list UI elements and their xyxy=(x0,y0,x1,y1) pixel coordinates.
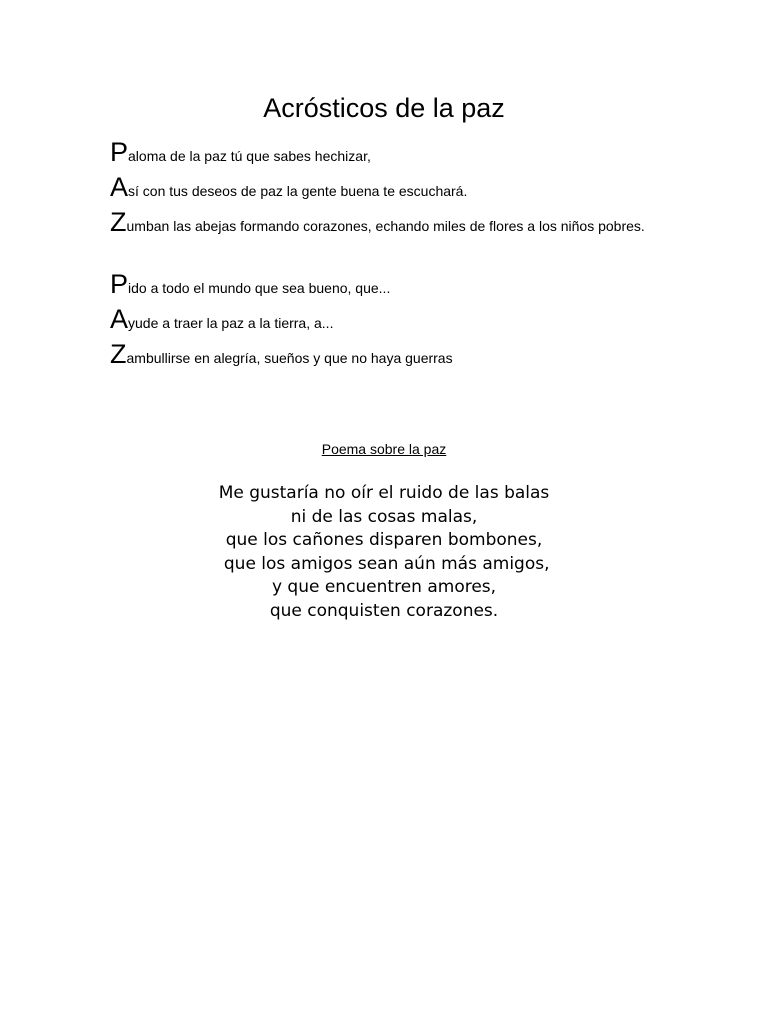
poem-line: que los amigos sean aún más amigos, xyxy=(218,553,550,574)
acrostic-text: ido a todo el mundo que sea bueno, que... xyxy=(128,280,391,296)
acrostic-line-z xyxy=(110,339,670,369)
acrostic-line-a xyxy=(110,172,670,202)
poem-title: Poema sobre la paz xyxy=(321,441,447,457)
acrostic-paz-2 xyxy=(110,269,670,379)
acrostic-text: sí con tus deseos de paz la gente buena te escuchará. xyxy=(128,183,468,199)
poem-line: Me gustaría no oír el ruido de las balas xyxy=(218,483,550,503)
acrostic-line-p xyxy=(110,269,670,299)
poem-line: que conquisten corazones. xyxy=(269,600,499,621)
acrostic-initial: P xyxy=(110,137,129,167)
acrostic-initial: Z xyxy=(110,339,127,369)
acrostic-initial: A xyxy=(110,172,129,202)
acrostic-initial: P xyxy=(110,269,129,299)
poem-body xyxy=(0,482,768,624)
acrostic-text: aloma de la paz tú que sabes hechizar, xyxy=(128,148,371,164)
acrostic-line-a xyxy=(110,304,670,334)
acrostic-initial: Z xyxy=(110,207,127,237)
poem-line: que los cañones disparen bombones, xyxy=(225,530,543,551)
poem-line: y que encuentren amores, xyxy=(271,577,497,598)
acrostic-line-z xyxy=(110,207,670,237)
acrostic-text: yude a traer la paz a la tierra, a... xyxy=(128,315,334,331)
page-title: Acrósticos de la paz xyxy=(263,93,505,123)
acrostic-initial: A xyxy=(110,304,129,334)
poem-line: ni de las cosas malas, xyxy=(290,506,478,527)
acrostic-paz-1 xyxy=(110,137,670,247)
acrostic-line-p xyxy=(110,137,670,167)
acrostic-text: umban las abejas formando corazones, echando miles de flores a los niños pobres. xyxy=(126,218,645,234)
acrostic-text: ambullirse en alegría, sueños y que no haya guerras xyxy=(126,350,453,366)
